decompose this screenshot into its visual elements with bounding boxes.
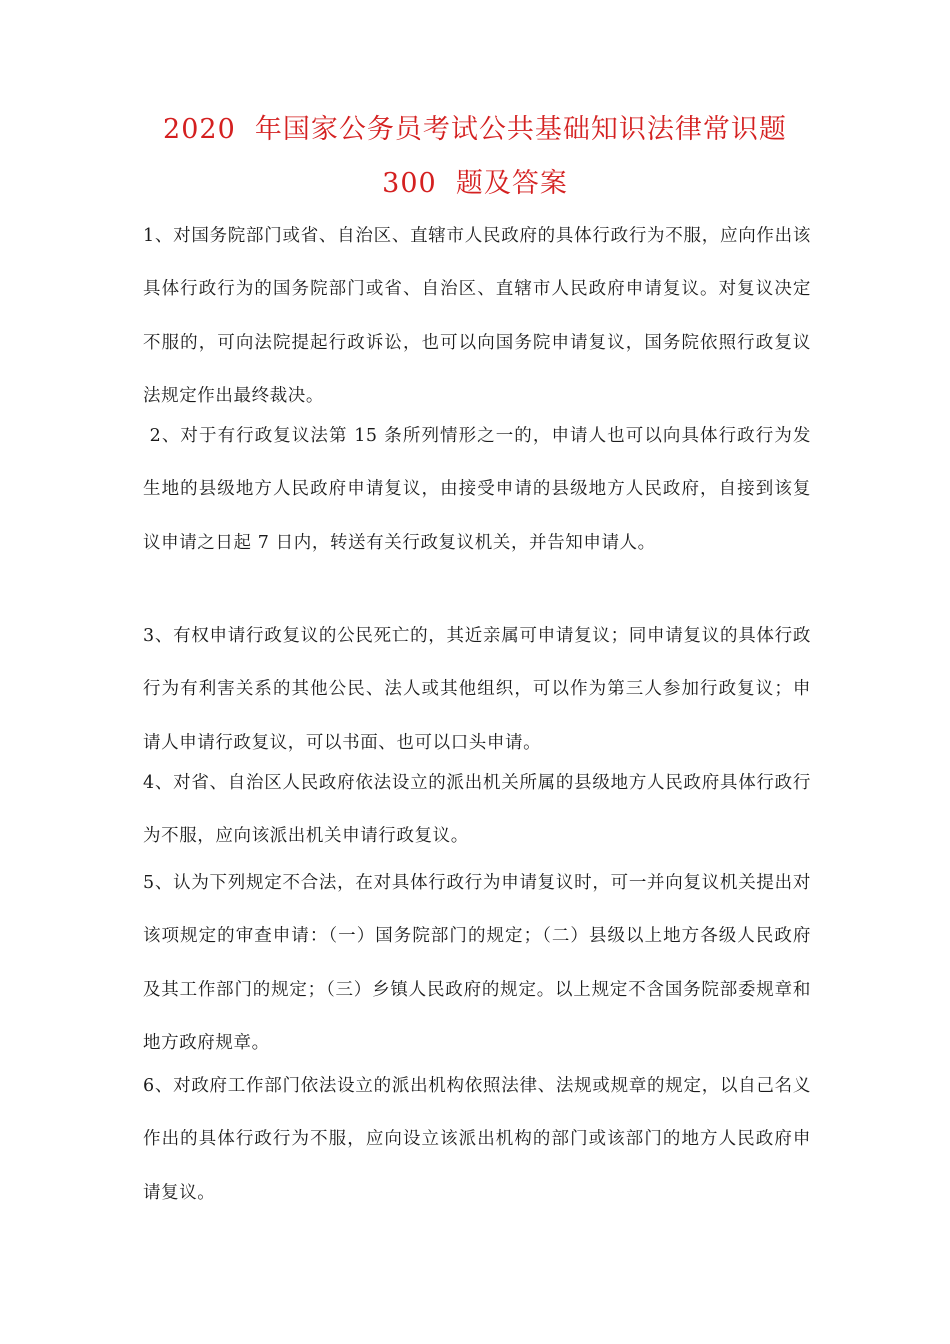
paragraph-4: 4、对省、自治区人民政府依法设立的派出机关所属的县级地方人民政府具体行政行为不服，应向该派出机关申请行政复议。 bbox=[143, 773, 811, 847]
paragraph-1: 1、对国务院部门或省、自治区、直辖市人民政府的具体行政行为不服，应向作出该具体行政行为的国务院部门或省、自治区、直辖市人民政府申请复议。对复议决定不服的，可向法院提起行政诉讼，也可以向国务院申请复议，国务院依照行政复议法规定作出最终裁决。 bbox=[143, 226, 811, 406]
title-line-2: 300 题及答案 bbox=[382, 168, 568, 199]
paragraph-5: 5、认为下列规定不合法，在对具体行政行为申请复议时，可一并向复议机关提出对该项规定的审查申请：（一）国务院部门的规定；（二）县级以上地方各级人民政府及其工作部门的规定；（三）乡镇人民政府的规定。以上规定不含国务院部委规章和地方政府规章。 bbox=[143, 873, 811, 1053]
paragraph-6: 6、对政府工作部门依法设立的派出机构依照法律、法规或规章的规定，以自己名义作出的具体行政行为不服，应向设立该派出机构的部门或该部门的地方人民政府申请复议。 bbox=[143, 1076, 811, 1203]
paragraph-2: 2、对于有行政复议法第 15 条所列情形之一的，申请人也可以向具体行政行为发生地的县级地方人民政府申请复议，由接受申请的县级地方人民政府，自接到该复议申请之日起 7 日内，转送有关行政复议机关，并告知申请人。 bbox=[143, 426, 811, 553]
document-title bbox=[120, 103, 830, 211]
paragraph-3: 3、有权申请行政复议的公民死亡的，其近亲属可申请复议；同申请复议的具体行政行为有利害关系的其他公民、法人或其他组织，可以作为第三人参加行政复议；申请人申请行政复议，可以书面、也可以口头申请。 bbox=[143, 626, 811, 753]
title-line-1: 2020 年国家公务员考试公共基础知识法律常识题 bbox=[163, 114, 787, 145]
